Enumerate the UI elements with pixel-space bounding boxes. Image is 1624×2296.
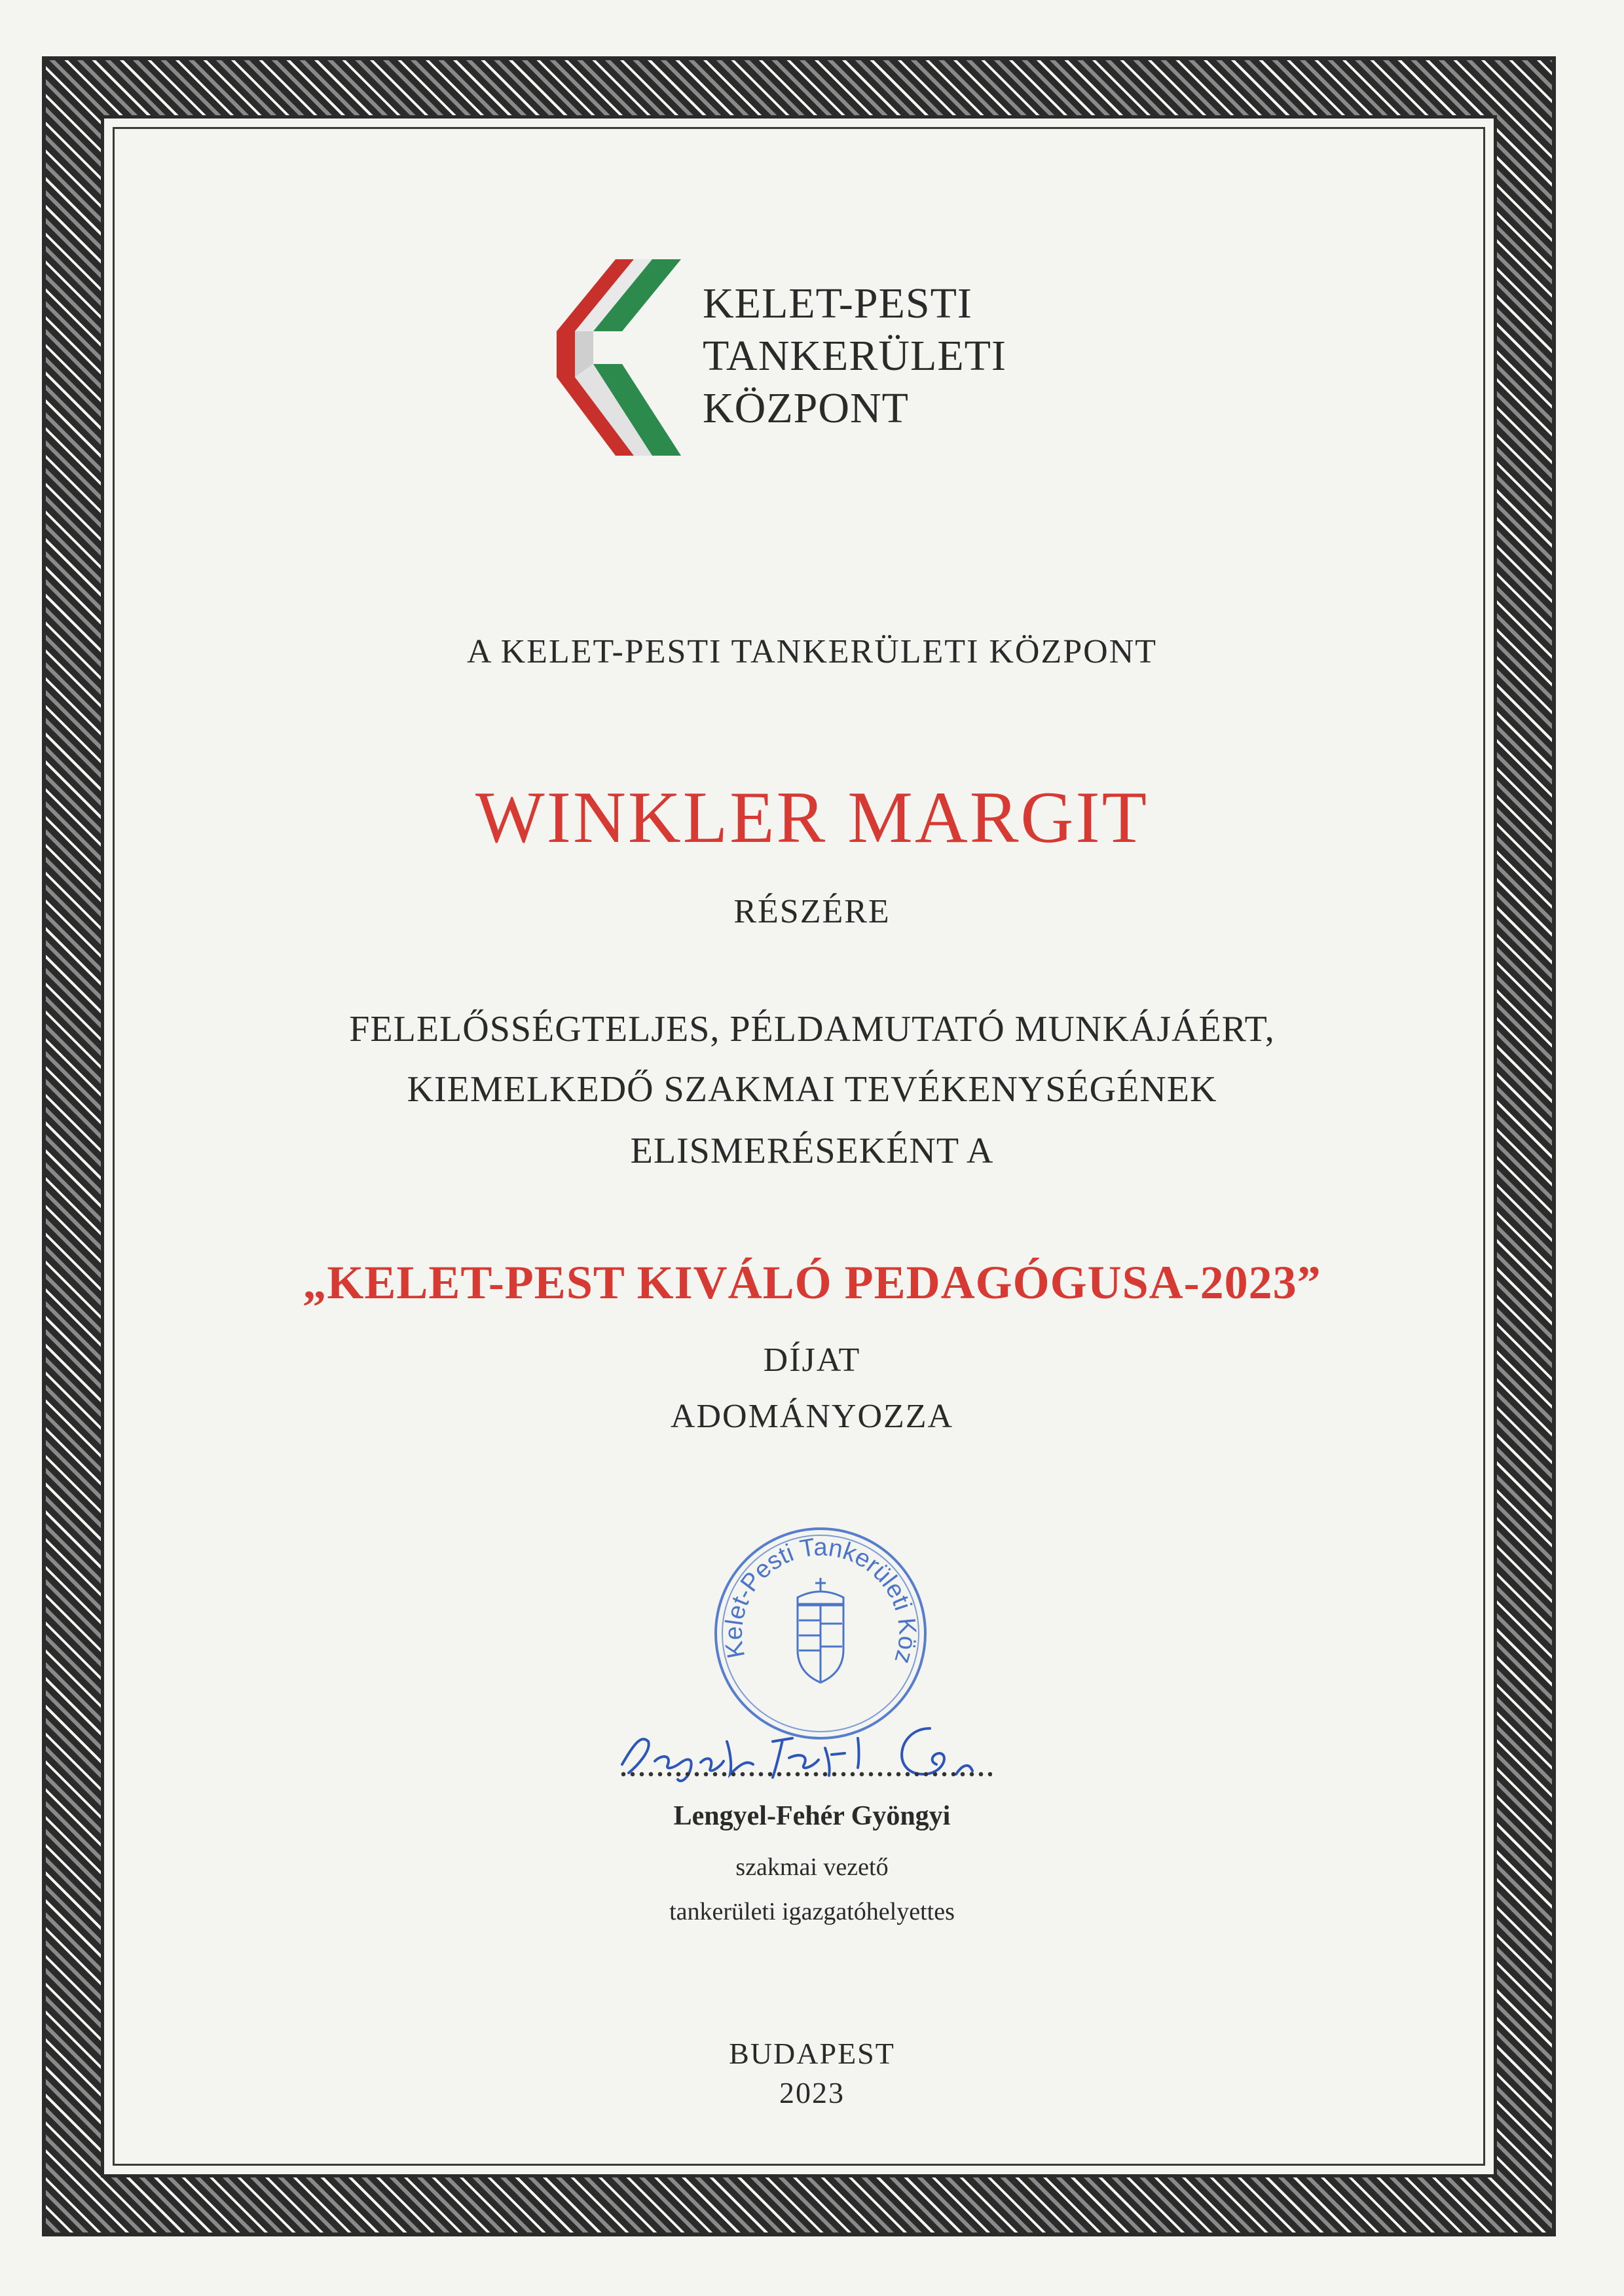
handwritten-signature <box>616 1702 1022 1800</box>
reason-line-3: ELISMERÉSEKÉNT A <box>630 1131 994 1171</box>
logo-line-1: KELET-PESTI <box>703 280 972 327</box>
for-label: RÉSZÉRE <box>733 893 891 930</box>
issue-year: 2023 <box>779 2076 845 2109</box>
signer-title-1: szakmai vezető <box>735 1853 889 1881</box>
award-action: ADOMÁNYOZZA <box>670 1398 954 1435</box>
k-ribbon-logo-icon <box>557 259 688 456</box>
signer-title-2: tankerületi igazgatóhelyettes <box>669 1898 955 1925</box>
stamp-text: Kelet-Pesti Tankerületi Köz <box>720 1533 921 1667</box>
award-word: DÍJAT <box>763 1341 861 1379</box>
signer-name: Lengyel-Fehér Gyöngyi <box>673 1801 951 1831</box>
issue-city: BUDAPEST <box>729 2037 895 2070</box>
coat-of-arms-icon <box>798 1578 843 1683</box>
award-title: „KELET-PEST KIVÁLÓ PEDAGÓGUSA-2023” <box>303 1256 1321 1309</box>
reason-line-2: KIEMELKEDŐ SZAKMAI TEVÉKENYSÉGÉNEK <box>407 1069 1217 1110</box>
logo-line-3: KÖZPONT <box>703 384 909 432</box>
issuer-line: A KELET-PESTI TANKERÜLETI KÖZPONT <box>466 633 1158 670</box>
recipient-name: WINKLER MARGIT <box>475 777 1149 858</box>
logo-line-2: TANKERÜLETI <box>703 332 1006 380</box>
organization-logo <box>557 259 1054 462</box>
signature-dotted-line <box>619 1771 992 1777</box>
logo-wordmark <box>703 278 1006 435</box>
svg-text:Kelet-Pesti Tankerületi Közpon <box>699 1525 921 1667</box>
reason-line-1: FELELŐSSÉGTELJES, PÉLDAMUTATÓ MUNKÁJÁÉRT, <box>349 1009 1275 1049</box>
